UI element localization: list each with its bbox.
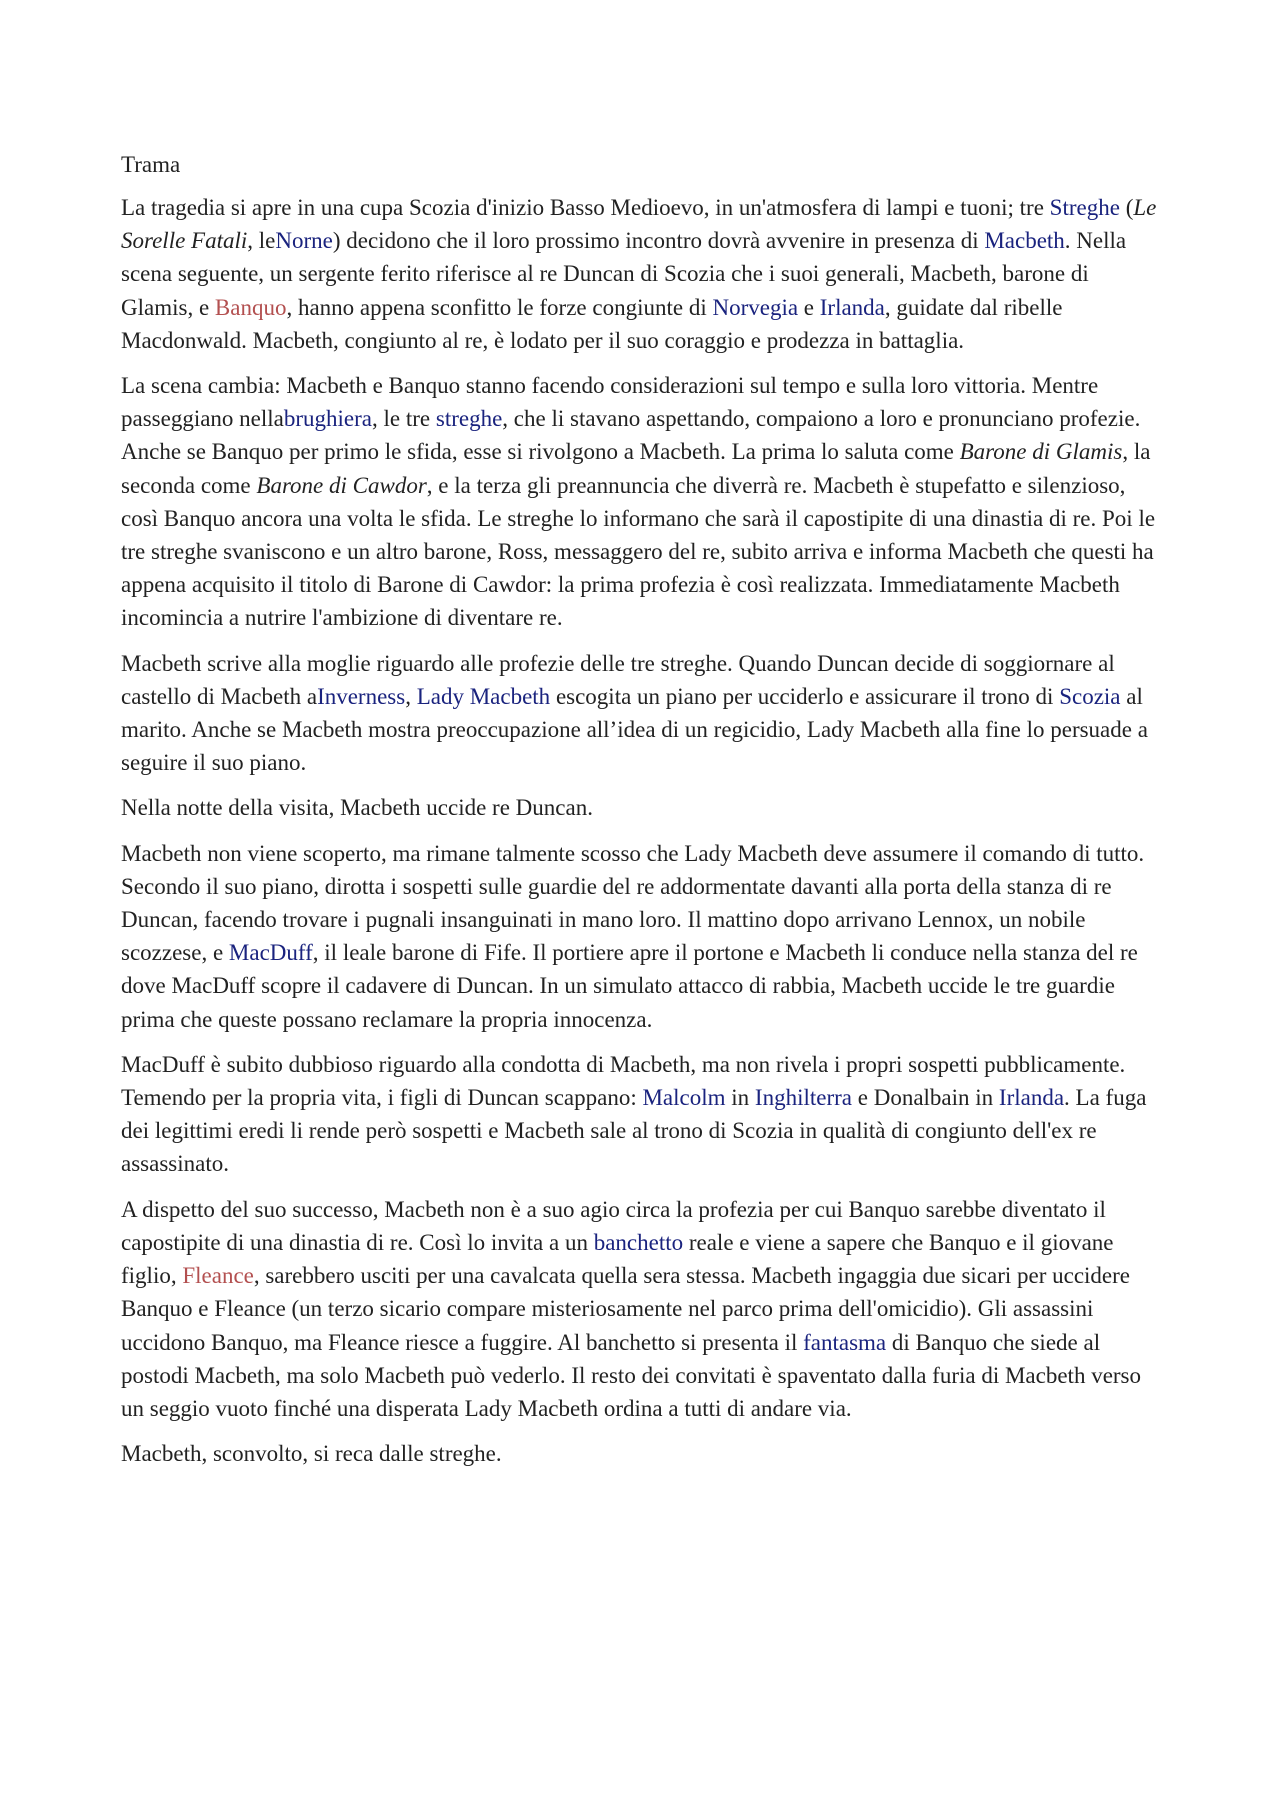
paragraph-4: Nella notte della visita, Macbeth uccide re Duncan.	[121, 795, 593, 821]
paragraph-5	[121, 837, 1164, 1036]
link-banchetto[interactable]: banchetto	[593, 1229, 684, 1255]
text-run: . Nella scena seguente, un sergente ferito riferisce al re Duncan di Scozia che i suoi generali, Macbeth, barone di Glamis, e	[121, 228, 1127, 320]
link-lady-macbeth[interactable]: Lady Macbeth	[416, 683, 551, 709]
link-brughiera[interactable]: brughiera	[283, 406, 373, 432]
link-streghe-lower[interactable]: streghe	[435, 406, 503, 432]
italic-barone-cawdor: Barone di Cawdor	[256, 472, 427, 498]
text-run: ) decidono che il loro prossimo incontro dovrà avvenire in presenza di	[332, 228, 985, 254]
text-run: Macbeth scrive alla moglie riguardo alle profezie delle tre streghe. Quando Duncan decide di soggiornare al castello di Macbeth a	[121, 650, 1115, 709]
link-norne[interactable]: Norne	[275, 228, 333, 254]
link-inghilterra[interactable]: Inghilterra	[754, 1085, 852, 1111]
text-run: al marito. Anche se Macbeth mostra preoccupazione all’idea di un regicidio, Lady Macbeth alla fine lo persuade a seguire il suo piano.	[121, 683, 1148, 776]
link-fleance[interactable]: Fleance	[182, 1263, 254, 1289]
italic-sorelle-fatali: Le Sorelle Fatali	[121, 195, 1157, 254]
text-run: in	[725, 1085, 755, 1111]
paragraph-2	[121, 369, 1164, 635]
text-run: . La fuga dei legittimi eredi li rende però sospetti e Macbeth sale al trono di Scozia in qualità di congiunto dell'ex re assassinato.	[121, 1085, 1147, 1177]
link-fantasma[interactable]: fantasma	[803, 1329, 887, 1355]
text-run: MacDuff è subito dubbioso riguardo alla condotta di Macbeth, ma non rivela i propri sospetti pubblicamente. Temendo per la propria vita, i figli di Duncan scappano:	[121, 1051, 1126, 1111]
link-malcolm[interactable]: Malcolm	[642, 1085, 726, 1111]
link-macduff[interactable]: MacDuff	[228, 940, 313, 966]
text-run: , hanno appena sconfitto le forze congiunte di	[286, 294, 713, 320]
text-run: , la seconda come	[121, 439, 1151, 498]
link-inverness[interactable]: Inverness	[317, 683, 406, 709]
link-macbeth[interactable]: Macbeth	[984, 228, 1065, 254]
text-run: reale e viene a sapere che Banquo e il giovane figlio,	[121, 1229, 1114, 1289]
paragraph-1	[121, 191, 1164, 357]
text-run: , le	[247, 228, 276, 254]
text-run: , sarebbero usciti per una cavalcata quella sera stessa. Macbeth ingaggia due sicari per uccidere Banquo e Fleance (un terzo sicario compare misteriosamente nel parco prima dell'omicidio). Gli assassini uccidono Banquo, ma Fleance riesce a fuggire. Al banchetto si presenta il	[121, 1263, 1131, 1355]
text-run: e	[798, 294, 820, 320]
text-run: La tragedia si apre in una cupa Scozia d'inizio Basso Medioevo, in un'atmosfera di lampi e tuoni; tre	[121, 195, 1050, 220]
text-run: (	[1119, 195, 1134, 220]
text-run: A dispetto del suo successo, Macbeth non è a suo agio circa la profezia per cui Banquo sarebbe diventato il capostipite di una dinastia di re. Così lo invita a un	[121, 1196, 1106, 1255]
paragraph-8: Macbeth, sconvolto, si reca dalle streghe.	[121, 1441, 502, 1467]
paragraph-6	[121, 1048, 1164, 1181]
text-run: , il leale barone di Fife. Il portiere apre il portone e Macbeth li conduce nella stanza del re dove MacDuff scopre il cadavere di Duncan. In un simulato attacco di rabbia, Macbeth uccide le tre guardie prima che queste possano reclamare la propria innocenza.	[121, 940, 1138, 1032]
link-banquo[interactable]: Banquo	[214, 294, 287, 320]
text-run: e Donalbain in	[852, 1085, 999, 1111]
italic-barone-glamis: Barone di Glamis	[959, 439, 1123, 465]
text-run: , guidate dal ribelle Macdonwald. Macbeth, congiunto al re, è lodato per il suo coraggio e prodezza in battaglia.	[121, 294, 1063, 353]
link-irlanda[interactable]: Irlanda	[819, 294, 885, 320]
paragraph-3	[121, 647, 1164, 780]
text-run: Macbeth non viene scoperto, ma rimane talmente scosso che Lady Macbeth deve assumere il comando di tutto. Secondo il suo piano, dirotta i sospetti sulle guardie del re addormentate davanti alla porta della stanza di re Duncan, facendo trovare i pugnali insanguinati in mano loro. Il mattino dopo arrivano Lennox, un nobile scozzese, e	[121, 840, 1145, 966]
text-run: , che li stavano aspettando, compaiono a loro e pronunciano profezie. Anche se Banquo per primo le sfida, esse si rivolgono a Macbeth. La prima lo saluta come	[121, 406, 1141, 465]
link-irlanda-2[interactable]: Irlanda	[998, 1085, 1065, 1111]
link-scozia[interactable]: Scozia	[1059, 683, 1121, 709]
link-norvegia[interactable]: Norvegia	[712, 294, 799, 320]
link-streghe[interactable]: Streghe	[1049, 195, 1120, 220]
text-run: di Banquo che siede al postodi Macbeth, ma solo Macbeth può vederlo. Il resto dei convitati è spaventato dalla furia di Macbeth verso un seggio vuoto finché una disperata Lady Macbeth ordina a tutti di andare via.	[121, 1329, 1142, 1421]
text-run: , le tre	[372, 406, 436, 432]
section-title: Trama	[121, 152, 181, 177]
text-run: escogita un piano per ucciderlo e assicurare il trono di	[550, 683, 1060, 709]
text-run: , e la terza gli preannuncia che diverrà re. Macbeth è stupefatto e silenzioso, così Banquo ancora una volta le sfida. Le streghe lo informano che sarà il capostipite di una dinastia di re. Poi le tre streghe svaniscono e un altro barone, Ross, messaggero del re, subito arriva e informa Macbeth che questi ha appena acquisito il titolo di Barone di Cawdor: la prima profezia è così realizzata. Immediatamente Macbeth incomincia a nutrire l'ambizione di diventare re.	[121, 472, 1156, 631]
paragraph-7	[121, 1193, 1164, 1425]
text-run: ,	[405, 683, 417, 709]
text-run: La scena cambia: Macbeth e Banquo stanno facendo considerazioni sul tempo e sulla loro vittoria. Mentre passeggiano nella	[121, 373, 1099, 432]
